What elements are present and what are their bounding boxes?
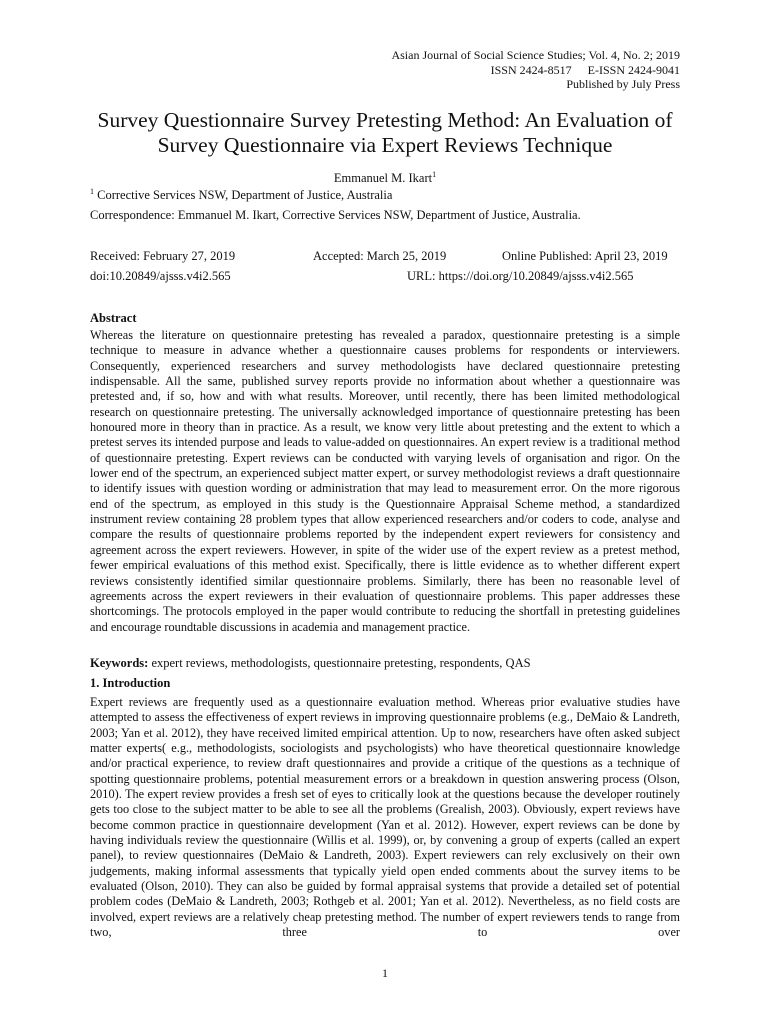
title-line-2: Survey Questionnaire via Expert Reviews Technique: [157, 133, 613, 157]
introduction-text: Expert reviews are frequently used as a questionnaire evaluation method. Whereas prior evaluative studies have attempted to assess the effectiveness of expert reviews in improving questionnaire problems (e.g., DeMaio & Landreth, 2003; Yan et al. 2012), they have received limited empirical attention. Up to now, researchers have often asked subject matter experts( e.g., methodologists, sociologists and psychologists) who have theoretical questionnaire knowledge and/or practical experience, to review draft questionnaires and provide a critique of the questions as a technique of spotting questionnaire problems, potential measurement errors or a breakdown in question answering process (Olson, 2010). The expert review provides a fresh set of eyes to critically look at the questions because the developer routinely gets too close to the subject matter to be able to see all the problems (Grealish, 2003). Obviously, expert reviews have become common practice in questionnaire development (Yan et al. 2012). However, expert reviews can be done by having individuals review the questionnaire (Willis et al. 1999), or, by convening a group of experts (called an expert panel), to review questionnaires (DeMaio & Landreth, 2003). Expert reviewers can rely exclusively on their own judgements, making informal assessments that typically yield open ended comments about the survey items to be evaluated (Olson, 2010). They can also be guided by formal appraisal systems that provide a detailed set of potential problem codes (DeMaio & Landreth, 2003; Rothgeb et al. 2001; Yan et al. 2012). Nevertheless, as no field costs are involved, expert reviews are a relatively cheap pretesting method. The number of expert reviewers tends to range from two, three to over: [90, 695, 680, 940]
keywords-label: Keywords:: [90, 656, 149, 670]
abstract-text: Whereas the literature on questionnaire pretesting has revealed a paradox, questionnaire pretesting is a simple technique to measure in advance whether a questionnaire causes problems for respondents or interviewers. Consequently, experienced researchers and survey methodologists have declared questionnaire pretesting indispensable. All the same, published survey reports provide no information about whether a questionnaire was pretested and, if so, how and with what results. Moreover, until recently, there has been limited methodological research on questionnaire pretesting. The universally acknowledged importance of questionnaire pretesting has been honoured more in theory than in practice. As a result, we know very little about pretesting and the extent to which a pretest serves its intended purpose and leads to value-added on questionnaires. An expert review is a traditional method of questionnaire pretesting. Expert reviews can be conducted with varying levels of organisation and rigor. On the lower end of the spectrum, an experienced subject matter expert, or survey methodologist reviews a draft questionnaire to identify issues with question wording or administration that may lead to measurement error. On the more rigorous end of the spectrum, as employed in this study is the Questionnaire Appraisal Scheme method, a standardized instrument review containing 28 problem types that allow experienced researchers and/or coders to code, analyse and compare the results of questionnaire problems reported by the independent expert reviewers for consistency and agreement across the expert reviewers. However, in spite of the wider use of the expert review as a pretest method, fewer empirical evaluations of this method exist. Specifically, there is little evidence as to whether different expert reviews consistently identified similar questionnaire problems. Similarly, there has been no reasonable level of agreements across the expert reviewers in their evaluation of questionnaire problems. This paper addresses these shortcomings. The protocols employed in the paper would contribute to reducing the shortfall in pretesting guidelines and encourage roundtable discussions in academia and management practice.: [90, 328, 680, 634]
title-line-1: Survey Questionnaire Survey Pretesting Method: An Evaluation of: [97, 108, 673, 132]
received-date: Received: February 27, 2019: [90, 249, 236, 263]
page-number: 1: [382, 966, 388, 980]
introduction-heading: 1. Introduction: [90, 676, 171, 690]
correspondence: Correspondence: Emmanuel M. Ikart, Corrective Services NSW, Department of Justice, Australia.: [90, 208, 581, 222]
author: [90, 171, 680, 186]
affiliation: [90, 188, 392, 203]
eissn: E-ISSN 2424-9041: [587, 62, 680, 77]
doi: doi:10.20849/ajsss.v4i2.565: [90, 269, 231, 283]
doi-url-link[interactable]: URL: https://doi.org/10.20849/ajsss.v4i2.565: [407, 269, 634, 283]
issn: ISSN 2424-8517: [490, 62, 572, 77]
abstract-heading: Abstract: [90, 311, 137, 325]
author-affiliation-marker: 1: [432, 169, 437, 179]
journal-line: Asian Journal of Social Science Studies; Vol. 4, No. 2; 2019: [391, 48, 680, 62]
published-date: Online Published: April 23, 2019: [502, 249, 668, 263]
issn-line: [391, 63, 680, 78]
keywords-text: expert reviews, methodologists, questionnaire pretesting, respondents, QAS: [151, 656, 531, 670]
publisher: Published by July Press: [566, 77, 680, 91]
affiliation-text: Corrective Services NSW, Department of Justice, Australia: [97, 188, 393, 202]
author-name: Emmanuel M. Ikart: [333, 171, 433, 185]
accepted-date: Accepted: March 25, 2019: [313, 249, 447, 263]
paper-page: [90, 0, 680, 1024]
paper-title: [90, 108, 680, 158]
keywords: [90, 656, 680, 671]
journal-header: [391, 48, 680, 92]
affiliation-marker: 1: [90, 186, 94, 196]
